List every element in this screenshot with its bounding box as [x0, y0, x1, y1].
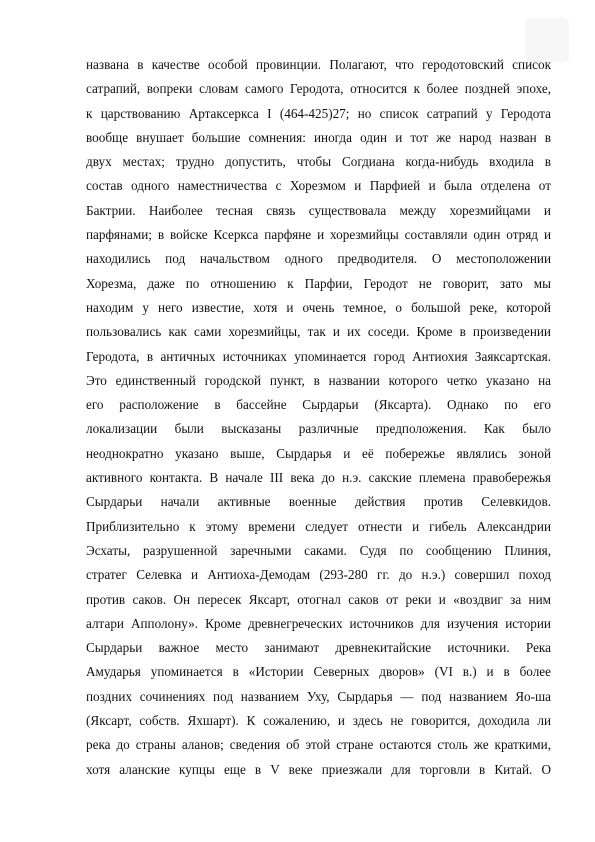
- text-line: его расположение в бассейне Сырдарьи (Яксарта). Однако по его: [86, 397, 551, 413]
- text-line: вообще внушает большие сомнения: иногда один и тот же народ назван в: [86, 129, 551, 145]
- text-line: двух местах; трудно допустить, чтобы Согдиана когда-нибудь входила в: [86, 154, 551, 170]
- text-line: Сырдарьи важное место занимают древнекитайские источники. Река: [86, 640, 551, 656]
- text-line: Хорезма, даже по отношению к Парфии, Геродот не говорит, зато мы: [86, 275, 551, 291]
- text-line: к царствованию Артаксеркса I (464-425)27; но список сатрапий у Геродота: [86, 105, 551, 121]
- text-line: поздних сочинениях под названием Уху, Сырдарья — под названием Яо-ша: [86, 688, 551, 704]
- text-line: Амударья упоминается в «Истории Северных дворов» (VI в.) и в более: [86, 664, 551, 680]
- text-line: Сырдарьи начали активные военные действия против Селевкидов.: [86, 494, 551, 510]
- text-line: неоднократно указано выше, Сырдарья и её побережье являлись зоной: [86, 445, 551, 461]
- text-line: активного контакта. В начале III века до н.э. сакские племена правобережья: [86, 470, 551, 486]
- text-line: находились под начальством одного предводителя. О местоположении: [86, 251, 551, 267]
- text-line: локализации были высказаны различные предположения. Как было: [86, 421, 551, 437]
- text-line: Геродота, в античных источниках упоминается город Антиохия Заяксартская.: [86, 348, 551, 364]
- text-line: названа в качестве особой провинции. Полагают, что геродотовский список: [86, 57, 551, 72]
- text-line: Эсхаты, разрушенной заречными саками. Судя по сообщению Плиния,: [86, 542, 551, 558]
- text-line: сатрапий, вопреки словам самого Геродота, относится к более поздней эпохе,: [86, 81, 551, 97]
- text-line: пользовались как сами хорезмийцы, так и их соседи. Кроме в произведении: [86, 324, 551, 340]
- text-line: алтари Апполону». Кроме древнегреческих источников для изучения истории: [86, 615, 551, 631]
- text-line: состав одного наместничества с Хорезмом и Парфией и была отделена от: [86, 178, 551, 194]
- text-line: стратег Селевка и Антиоха-Демодам (293-280 гг. до н.э.) совершил поход: [86, 567, 551, 583]
- text-line: Приблизительно к этому времени следует отнести и гибель Александрии: [86, 518, 551, 534]
- document-page: [86, 53, 551, 782]
- text-line: против саков. Он пересек Яксарт, отогнал саков от реки и «воздвиг за ним: [86, 591, 551, 607]
- text-line: Бактрии. Наиболее тесная связь существовала между хорезмийцами и: [86, 202, 551, 218]
- text-line: парфянами; в войске Ксеркса парфяне и хорезмийцы составляли один отряд и: [86, 227, 551, 243]
- text-line: находим у него известие, хотя и очень темное, о большой реке, которой: [86, 299, 551, 315]
- text-line: река до страны аланов; сведения об этой стране остаются столь же краткими,: [86, 737, 551, 753]
- text-line: Это единственный городской пункт, в названии которого четко указано на: [86, 372, 551, 388]
- text-line: (Яксарт, собств. Яхшарт). К сожалению, и здесь не говорится, доходила ли: [86, 713, 551, 729]
- text-line: хотя аланские купцы еще в V веке приезжали для торговли в Китай. О: [86, 761, 551, 777]
